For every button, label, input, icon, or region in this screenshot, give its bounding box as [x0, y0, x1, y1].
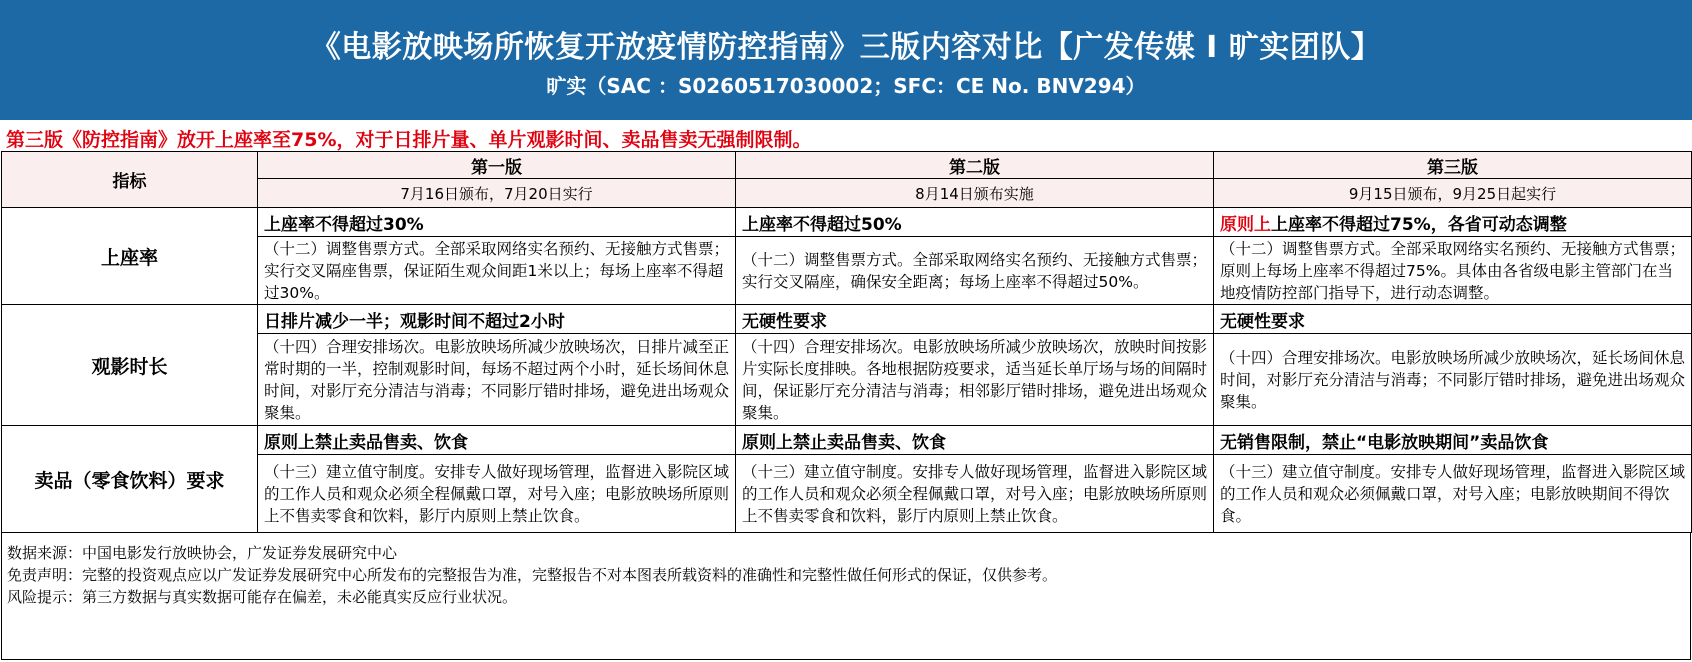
header-row-versions: [2, 152, 1692, 179]
detail-cell: （十二）调整售票方式。全部采取网络实名预约、无接触方式售票；实行交叉隔座，确保安全距离；每场上座率不得超过50%。: [736, 237, 1214, 305]
version-2-name: 第二版: [736, 152, 1214, 179]
detail-cell: （十二）调整售票方式。全部采取网络实名预约、无接触方式售票；原则上每场上座率不得超过75%。具体由各省级电影主管部门在当地疫情防控部门指导下，进行动态调整。: [1214, 237, 1692, 305]
table-row: [2, 426, 1692, 455]
detail-cell: （十四）合理安排场次。电影放映场所减少放映场次，放映时间按影片实际长度排映。各地根据防疫要求，适当延长单厅场与场的间隔时间，保证影厅充分清洁与消毒；相邻影厅错时排场，避免进出场观众聚集。: [736, 334, 1214, 426]
requirement-cell: 原则上禁止卖品售卖、饮食: [736, 426, 1214, 455]
metric-viewing-duration: 观影时长: [2, 305, 258, 426]
version-1-date: 7月16日颁布，7月20日实行: [258, 179, 736, 208]
footer-notes: [1, 532, 1691, 660]
requirement-highlight: 原则上: [1220, 214, 1271, 235]
risk-warning: 风险提示：第三方数据与真实数据可能存在偏差，未必能真实反应行业状况。: [7, 588, 518, 606]
title-banner: [0, 0, 1692, 120]
requirement-cell: 日排片减少一半；观影时间不超过2小时: [258, 305, 736, 334]
detail-cell: （十三）建立值守制度。安排专人做好现场管理，监督进入影院区域的工作人员和观众必须佩戴口罩，对号入座；电影放映期间不得饮食。: [1214, 455, 1692, 533]
requirement-cell: 无硬性要求: [1214, 305, 1692, 334]
requirement-text: 上座率不得超过75%，各省可动态调整: [1271, 214, 1567, 235]
requirement-cell: 上座率不得超过50%: [736, 208, 1214, 237]
requirement-cell: 上座率不得超过30%: [258, 208, 736, 237]
detail-cell: （十三）建立值守制度。安排专人做好现场管理，监督进入影院区域的工作人员和观众必须全程佩戴口罩，对号入座；电影放映场所原则上不售卖零食和饮料，影厅内原则上禁止饮食。: [258, 455, 736, 533]
metric-concessions: 卖品（零食饮料）要求: [2, 426, 258, 533]
disclaimer: 免责声明：完整的投资观点应以广发证券发展研究中心所发布的完整报告为准，完整报告不对本图表所载资料的准确性和完整性做任何形式的保证，仅供参考。: [7, 566, 1058, 584]
data-source: 数据来源：中国电影发行放映协会，广发证券发展研究中心: [7, 544, 398, 562]
detail-cell: （十二）调整售票方式。全部采取网络实名预约、无接触方式售票；实行交叉隔座售票，保证陌生观众间距1米以上；每场上座率不得超过30%。: [258, 237, 736, 305]
version-3-date: 9月15日颁布，9月25日起实行: [1214, 179, 1692, 208]
version-3-name: 第三版: [1214, 152, 1692, 179]
indicator-header: 指标: [2, 152, 258, 208]
table-row: [2, 305, 1692, 334]
version-1-name: 第一版: [258, 152, 736, 179]
detail-cell: （十四）合理安排场次。电影放映场所减少放映场次，日排片减至正常时期的一半，控制观影时间，每场不超过两个小时，延长场间休息时间，对影厅充分清洁与消毒；不同影厅错时排场，避免进出场观众聚集。: [258, 334, 736, 426]
comparison-table: [1, 151, 1692, 533]
analyst-info: 旷实（SAC ：S0260517030002；SFC：CE No. BNV294）: [546, 74, 1146, 98]
requirement-cell: 无硬性要求: [736, 305, 1214, 334]
requirement-cell: 无销售限制，禁止“电影放映期间”卖品饮食: [1214, 426, 1692, 455]
page-title: 《电影放映场所恢复开放疫情防控指南》三版内容对比【广发传媒 I 旷实团队】: [310, 30, 1382, 65]
key-finding: 第三版《防控指南》放开上座率至75%，对于日排片量、单片观影时间、卖品售卖无强制限制。: [6, 129, 812, 151]
metric-occupancy: 上座率: [2, 208, 258, 305]
version-2-date: 8月14日颁布实施: [736, 179, 1214, 208]
requirement-cell: 原则上禁止卖品售卖、饮食: [258, 426, 736, 455]
detail-cell: （十三）建立值守制度。安排专人做好现场管理，监督进入影院区域的工作人员和观众必须全程佩戴口罩，对号入座；电影放映场所原则上不售卖零食和饮料，影厅内原则上禁止饮食。: [736, 455, 1214, 533]
requirement-cell: [1214, 208, 1692, 237]
table-row: [2, 208, 1692, 237]
detail-cell: （十四）合理安排场次。电影放映场所减少放映场次，延长场间休息时间，对影厅充分清洁与消毒；不同影厅错时排场，避免进出场观众聚集。: [1214, 334, 1692, 426]
